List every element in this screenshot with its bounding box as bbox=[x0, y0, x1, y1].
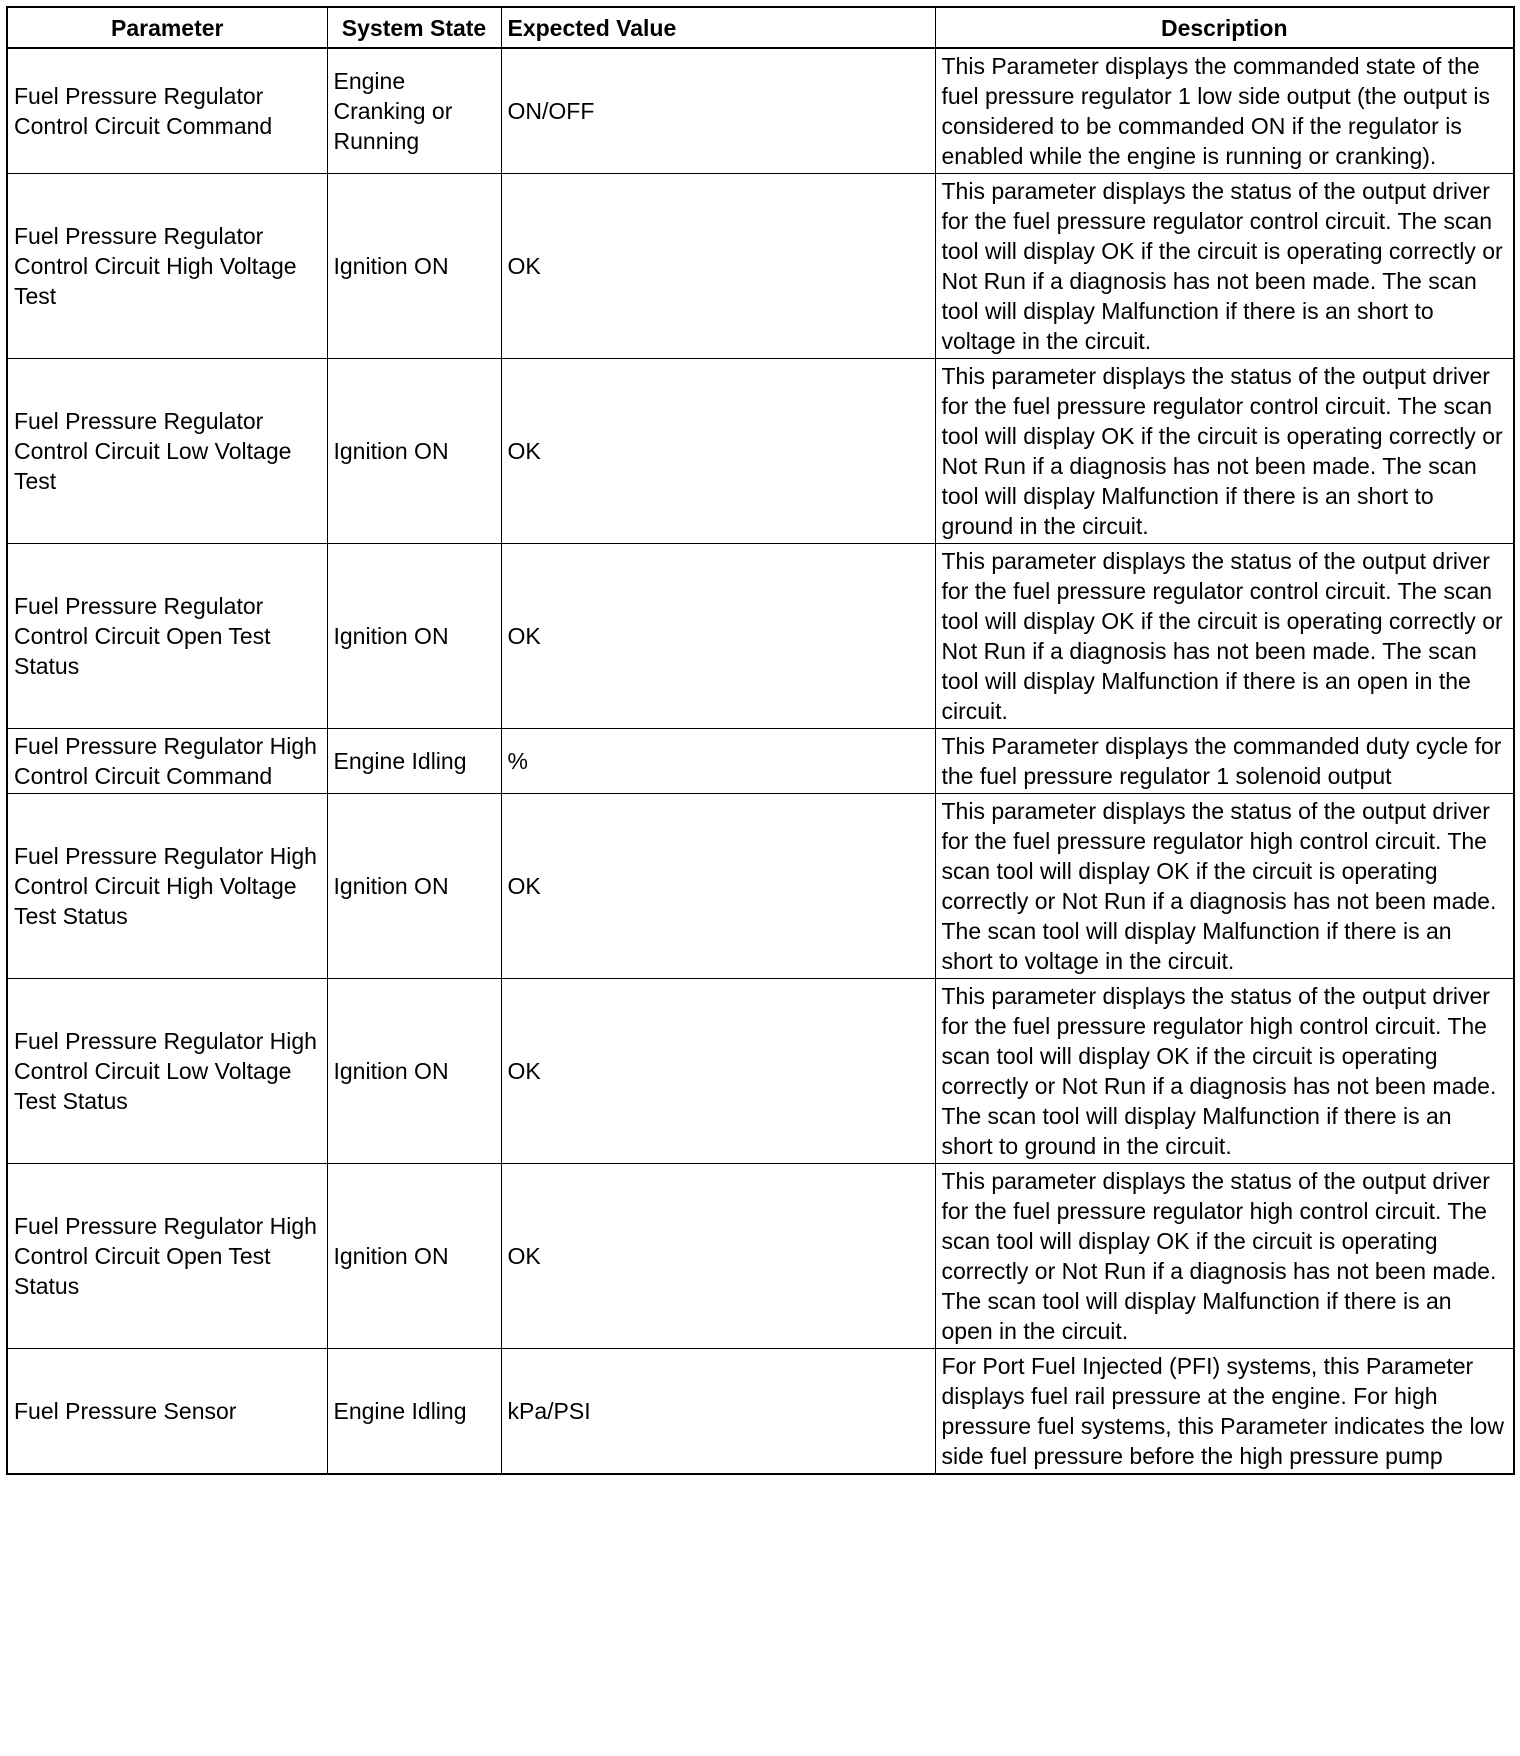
cell-description: This Parameter displays the commanded state of the fuel pressure regulator 1 low side output (the output is considered to be commanded ON if the regulator is enabled while the engine is running or cranking). bbox=[935, 48, 1514, 174]
header-expected-value: Expected Value bbox=[501, 7, 935, 48]
cell-parameter: Fuel Pressure Regulator Control Circuit Low Voltage Test bbox=[7, 359, 327, 544]
cell-system-state: Ignition ON bbox=[327, 544, 501, 729]
cell-description: This parameter displays the status of the output driver for the fuel pressure regulator control circuit. The scan tool will display OK if the circuit is operating correctly or Not Run if a diagnosis has not been made. The scan tool will display Malfunction if there is an short to ground in the circuit. bbox=[935, 359, 1514, 544]
cell-parameter: Fuel Pressure Regulator High Control Circuit High Voltage Test Status bbox=[7, 794, 327, 979]
cell-system-state: Ignition ON bbox=[327, 174, 501, 359]
cell-description: For Port Fuel Injected (PFI) systems, this Parameter displays fuel rail pressure at the engine. For high pressure fuel systems, this Parameter indicates the low side fuel pressure before the high pressure pump bbox=[935, 1349, 1514, 1475]
table-row bbox=[7, 794, 1514, 979]
cell-parameter: Fuel Pressure Sensor bbox=[7, 1349, 327, 1475]
cell-expected-value: OK bbox=[501, 794, 935, 979]
cell-description: This parameter displays the status of the output driver for the fuel pressure regulator high control circuit. The scan tool will display OK if the circuit is operating correctly or Not Run if a diagnosis has not been made. The scan tool will display Malfunction if there is an open in the circuit. bbox=[935, 1164, 1514, 1349]
cell-parameter: Fuel Pressure Regulator Control Circuit Open Test Status bbox=[7, 544, 327, 729]
cell-parameter: Fuel Pressure Regulator High Control Circuit Low Voltage Test Status bbox=[7, 979, 327, 1164]
cell-description: This parameter displays the status of the output driver for the fuel pressure regulator control circuit. The scan tool will display OK if the circuit is operating correctly or Not Run if a diagnosis has not been made. The scan tool will display Malfunction if there is an short to voltage in the circuit. bbox=[935, 174, 1514, 359]
cell-parameter: Fuel Pressure Regulator High Control Circuit Command bbox=[7, 729, 327, 794]
table-row bbox=[7, 174, 1514, 359]
cell-system-state: Engine Idling bbox=[327, 729, 501, 794]
cell-expected-value: OK bbox=[501, 1164, 935, 1349]
cell-parameter: Fuel Pressure Regulator Control Circuit Command bbox=[7, 48, 327, 174]
table-row bbox=[7, 729, 1514, 794]
cell-parameter: Fuel Pressure Regulator High Control Circuit Open Test Status bbox=[7, 1164, 327, 1349]
header-parameter: Parameter bbox=[7, 7, 327, 48]
header-description: Description bbox=[935, 7, 1514, 48]
parameter-table bbox=[6, 6, 1515, 1475]
cell-expected-value: % bbox=[501, 729, 935, 794]
cell-description: This parameter displays the status of the output driver for the fuel pressure regulator high control circuit. The scan tool will display OK if the circuit is operating correctly or Not Run if a diagnosis has not been made. The scan tool will display Malfunction if there is an short to ground in the circuit. bbox=[935, 979, 1514, 1164]
header-system-state: System State bbox=[327, 7, 501, 48]
cell-system-state: Ignition ON bbox=[327, 1164, 501, 1349]
cell-system-state: Ignition ON bbox=[327, 979, 501, 1164]
cell-expected-value: kPa/PSI bbox=[501, 1349, 935, 1475]
cell-parameter: Fuel Pressure Regulator Control Circuit High Voltage Test bbox=[7, 174, 327, 359]
table-row bbox=[7, 1164, 1514, 1349]
cell-description: This parameter displays the status of the output driver for the fuel pressure regulator control circuit. The scan tool will display OK if the circuit is operating correctly or Not Run if a diagnosis has not been made. The scan tool will display Malfunction if there is an open in the circuit. bbox=[935, 544, 1514, 729]
cell-expected-value: OK bbox=[501, 544, 935, 729]
table-row bbox=[7, 1349, 1514, 1475]
cell-expected-value: ON/OFF bbox=[501, 48, 935, 174]
cell-expected-value: OK bbox=[501, 359, 935, 544]
cell-description: This Parameter displays the commanded duty cycle for the fuel pressure regulator 1 solenoid output bbox=[935, 729, 1514, 794]
cell-expected-value: OK bbox=[501, 979, 935, 1164]
cell-description: This parameter displays the status of the output driver for the fuel pressure regulator high control circuit. The scan tool will display OK if the circuit is operating correctly or Not Run if a diagnosis has not been made. The scan tool will display Malfunction if there is an short to voltage in the circuit. bbox=[935, 794, 1514, 979]
table-row bbox=[7, 359, 1514, 544]
cell-system-state: Ignition ON bbox=[327, 359, 501, 544]
table-row bbox=[7, 48, 1514, 174]
table-row bbox=[7, 979, 1514, 1164]
cell-system-state: Engine Cranking or Running bbox=[327, 48, 501, 174]
cell-expected-value: OK bbox=[501, 174, 935, 359]
table-row bbox=[7, 544, 1514, 729]
table-header-row bbox=[7, 7, 1514, 48]
cell-system-state: Engine Idling bbox=[327, 1349, 501, 1475]
cell-system-state: Ignition ON bbox=[327, 794, 501, 979]
